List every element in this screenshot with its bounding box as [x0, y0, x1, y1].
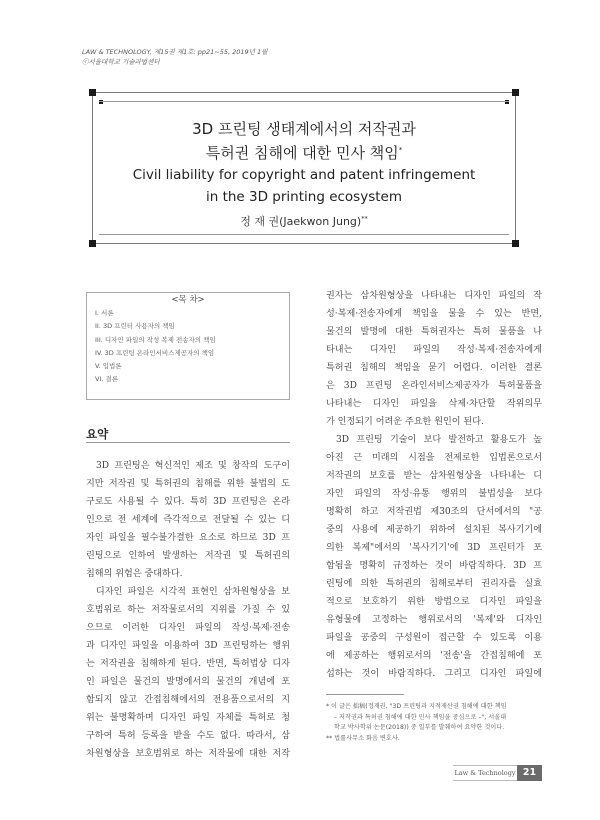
text-line: 타내는 디자인 파일의 작성·복제·전송자에게 [326, 345, 542, 355]
text-line: 나타내는 디자인 파일을 삭제·차단할 작위의무 [326, 399, 542, 409]
footnote-1-cont: 학교 박사학위 논문(2018)) 중 일부를 발췌하여 요약한 것이다. [334, 724, 505, 731]
text-line: 섭하는 것이 바람직하다. 그리고 디자인 파일에 [326, 669, 542, 679]
text-line: 차원형상을 보호범위로 하는 저작물에 대한 저작 [86, 749, 290, 759]
text-line: 아진 근 미래의 시점을 전제로한 입법론으로서 [326, 453, 542, 463]
text-line: 자인 파일을 필수불가결한 요소로 하므로 3D 프 [86, 533, 290, 543]
text-line: 인으로 전 세계에 즉각적으로 전달될 수 있는 디 [86, 515, 290, 525]
toc-item: VI. 결론 [95, 375, 119, 384]
table-of-contents [86, 292, 290, 400]
toc-item: II. 3D 프린터 사용자의 책임 [95, 322, 175, 331]
title-english-line1: Civil liability for copyright and patent infringement [132, 167, 476, 183]
text-line: 저작권의 보호를 받는 삼차원형상을 나타내는 디 [326, 471, 542, 481]
footnote-2: ** 법률사무소 화음 변호사. [326, 734, 400, 742]
abstract-rule [86, 442, 290, 443]
toc-item: V. 입법론 [95, 362, 122, 371]
toc-item: IV. 3D 프린팅 온라인서비스제공자의 책임 [95, 348, 215, 357]
text-line: 호범위로 하는 저작물로서의 지위를 가질 수 있 [86, 605, 290, 615]
title-inner-rule [99, 234, 509, 235]
text-line: 에 제공하는 행위로서의 '전송'을 간접침해에 포 [326, 651, 542, 661]
text-line: 으므로 이러한 디자인 파일의 작성·복제·전송 [86, 623, 290, 633]
publisher-copyright: ⓒ서울대학교 기술과법센터 [82, 58, 160, 66]
page-number: 21 [517, 765, 542, 781]
corner-mark [512, 89, 519, 96]
text-line: 지만 저작권 및 특허권의 침해를 위한 불법의 도 [86, 479, 290, 489]
footnote-rule [326, 694, 404, 695]
text-line: 디자인 파일은 시각적 표현인 삼차원형상을 보 [96, 587, 290, 597]
title-english-line2: in the 3D printing ecosystem [205, 189, 402, 205]
abstract-heading: 요약 [86, 427, 109, 441]
toc-item: III. 디자인 파일의 작성 복제 전송자의 책임 [95, 335, 216, 344]
text-line: 린팅에 의한 특허권의 침해로부터 권리자를 실효 [326, 579, 542, 589]
text-line: 가 인정되기 어려운 주요한 원인이 된다. [326, 417, 484, 427]
toc-item: I. 서론 [95, 309, 114, 317]
text-line: 3D 프린팅은 혁신적인 제조 및 창작의 도구이 [96, 461, 290, 471]
title-inner-rule [99, 101, 509, 102]
text-line: 구로도 사용될 수 있다. 특히 3D 프린팅은 온라 [86, 497, 290, 507]
text-line: 성·복제·전송자에게 책임을 물을 수 있는 반면, [326, 309, 542, 319]
text-line: 린팅으로 인하여 발생하는 저작권 및 특허권의 [86, 551, 290, 561]
text-line: 구하여 특허 등록을 받을 수도 없다. 따라서, 삼 [86, 731, 290, 741]
text-line: 3D 프린팅 기술이 보다 발전하고 활용도가 높 [336, 435, 542, 445]
title-korean-line2-text: 특허권 침해에 대한 민사 책임 [205, 144, 399, 162]
text-line: 파일을 공중의 구성원이 접근할 수 있도록 이용 [326, 633, 542, 643]
text-line: 인 파일은 물건의 발명에서의 물건의 개념에 포 [86, 677, 290, 687]
title-box [92, 92, 516, 244]
text-line: 는 저작권을 침해하게 된다. 반면, 특허법상 디자 [86, 659, 290, 669]
author [93, 213, 515, 229]
footnote-1-cont: – 저작권과 특허권 침해에 대한 민사 책임을 중심으로 –", 서울대 [334, 713, 507, 721]
text-line: 명확히 하고 저작권법 제30조의 단서에서의 "공 [326, 507, 542, 517]
left-text-column [86, 457, 290, 763]
journal-citation: LAW & TECHNOLOGY, 제15권 제1호: pp21~55, 2019년 1월 [82, 48, 268, 56]
title-footnote-mark: * [398, 146, 403, 154]
title-korean-line2 [93, 142, 515, 163]
footer-journal-name: Law & Technology [453, 765, 517, 781]
text-line: 침해의 위험은 중대하다. [86, 569, 183, 579]
corner-mark [89, 240, 96, 247]
text-line: 특허권 침해의 책임을 묻기 어렵다. 이러한 결론 [326, 363, 542, 373]
right-text-column [326, 287, 542, 683]
text-line: 유형물에 고정하는 행위로서의 '복제'와 디자인 [326, 615, 542, 625]
author-footnote-mark: ** [361, 214, 368, 223]
corner-mark [89, 89, 96, 96]
text-line: 함되지 않고 간접침해에서의 전용품으로서의 지 [86, 695, 290, 705]
footnote-1: * 이 글은 拙稿(정재권, "3D 프린팅과 지적재산권 침해에 대한 책임 [326, 703, 507, 710]
footnotes [326, 702, 542, 744]
toc-list [95, 307, 216, 387]
text-line: 중의 사용에 제공하기 위하여 설치된 복사기기에 [326, 525, 542, 535]
corner-mark [512, 240, 519, 247]
page-footer [453, 765, 542, 781]
text-line: 과 디자인 파일을 이용하여 3D 프린팅하는 행위 [86, 641, 290, 651]
text-line: 은 3D 프린팅 온라인서비스제공자가 특허물품을 [326, 381, 542, 391]
text-line: 의한 복제"에서의 '복사기기'에 3D 프린터가 포 [326, 543, 542, 553]
text-line: 위는 불명확하며 디자인 파일 자체를 특허로 청 [86, 713, 290, 723]
title-korean-line1: 3D 프린팅 생태계에서의 저작권과 [192, 120, 416, 138]
toc-heading: <목 차> [87, 287, 289, 306]
text-line: 권자는 삼차원형상을 나타내는 디자인 파일의 작 [326, 291, 542, 301]
text-line: 함됨을 명확히 규정하는 것이 바람직하다. 3D 프 [326, 561, 542, 571]
author-name: 정 재 권(Jaekwon Jung) [240, 215, 362, 228]
text-line: 물건의 발명에 대한 특허권자는 특허 물품을 나 [326, 327, 542, 337]
text-line: 적으로 보호하기 위한 방법으로 디자인 파일을 [326, 597, 542, 607]
text-line: 자인 파일의 작성·유통 행위의 불법성을 보다 [326, 489, 542, 499]
